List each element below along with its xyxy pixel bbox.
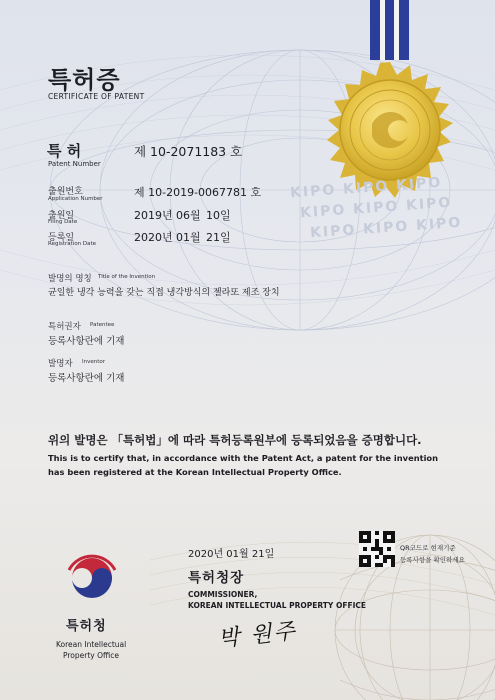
- registration-date-label-en: Registration Date: [48, 241, 97, 247]
- qr-caption-line1: QR코드로 현재기준: [400, 544, 456, 552]
- certificate-title-en: CERTIFICATE OF PATENT: [48, 92, 145, 101]
- registration-year: 2020년: [134, 231, 173, 244]
- kipo-taegeuk-logo-icon: [64, 548, 120, 606]
- watermark-line-2: KIPO KIPO KIPO: [299, 194, 453, 222]
- patent-label-en: Patent Number: [48, 160, 101, 168]
- commissioner-title-ko: 특허청장: [188, 570, 245, 586]
- application-label-en: Application Number: [48, 196, 103, 202]
- kipo-name-en: KOREAN INTELLECTUAL PROPERTY OFFICE: [188, 601, 367, 610]
- ribbon-stripe-blue-1: [370, 0, 380, 60]
- invention-title: 균일한 냉각 능력을 갖는 직접 냉각방식의 젤라또 제조 장치: [48, 288, 280, 298]
- filing-date-label: 출원일: [48, 211, 75, 221]
- patentee-value: 등록사항란에 기재: [48, 336, 125, 347]
- kipo-logo-name-en-line2: Property Office: [63, 651, 120, 660]
- watermark-line-1: KIPO KIPO KIPO: [289, 174, 443, 202]
- inventor-value: 등록사항란에 기재: [48, 373, 125, 384]
- inventor-label-en: Inventor: [82, 359, 106, 365]
- qr-caption-line2: 등록사항을 확인하세요: [400, 556, 465, 564]
- registration-day: 21일: [206, 231, 231, 244]
- watermark-line-3: KIPO KIPO KIPO: [309, 214, 463, 242]
- ribbon-stripe-blue-2: [385, 0, 394, 60]
- registration-month: 01월: [176, 231, 201, 244]
- issue-date: 2020년 01월 21일: [188, 549, 275, 560]
- filing-year: 2019년: [134, 209, 173, 222]
- inventor-label: 발명자: [48, 359, 73, 369]
- invention-title-label-en: Title of the Invention: [98, 274, 156, 280]
- registration-date-label: 등록일: [48, 233, 75, 243]
- kipo-logo-name-ko: 특허청: [66, 619, 107, 634]
- patent-label: 특 허: [47, 142, 82, 160]
- patentee-label: 특허권자: [48, 322, 81, 332]
- patentee-label-en: Patentee: [90, 322, 115, 328]
- application-number: 제 10-2019-0067781 호: [134, 186, 262, 199]
- application-label: 출원번호: [48, 187, 83, 197]
- signature: 박 원주: [217, 618, 299, 653]
- filing-date-label-en: Filing Date: [48, 219, 78, 225]
- commissioner-title-en: COMMISSIONER,: [188, 590, 258, 599]
- ribbon-stripe-blue-3: [399, 0, 409, 60]
- invention-title-label: 발명의 명칭: [48, 274, 92, 284]
- certify-statement-ko: 위의 발명은 「특허법」에 따라 특허등록원부에 등록되었음을 증명합니다.: [48, 433, 422, 447]
- qr-code-icon: [359, 531, 395, 567]
- certificate-title: 특허증: [48, 66, 121, 94]
- patent-number: 제 10-2071183 호: [134, 144, 243, 159]
- certify-statement-en-line2: has been registered at the Korean Intellectual Property Office.: [48, 467, 342, 477]
- filing-day: 10일: [206, 209, 231, 222]
- kipo-logo-name-en-line1: Korean Intellectual: [56, 640, 127, 649]
- certify-statement-en-line1: This is to certify that, in accordance with the Patent Act, a patent for the invention: [48, 453, 439, 463]
- filing-month: 06월: [176, 209, 201, 222]
